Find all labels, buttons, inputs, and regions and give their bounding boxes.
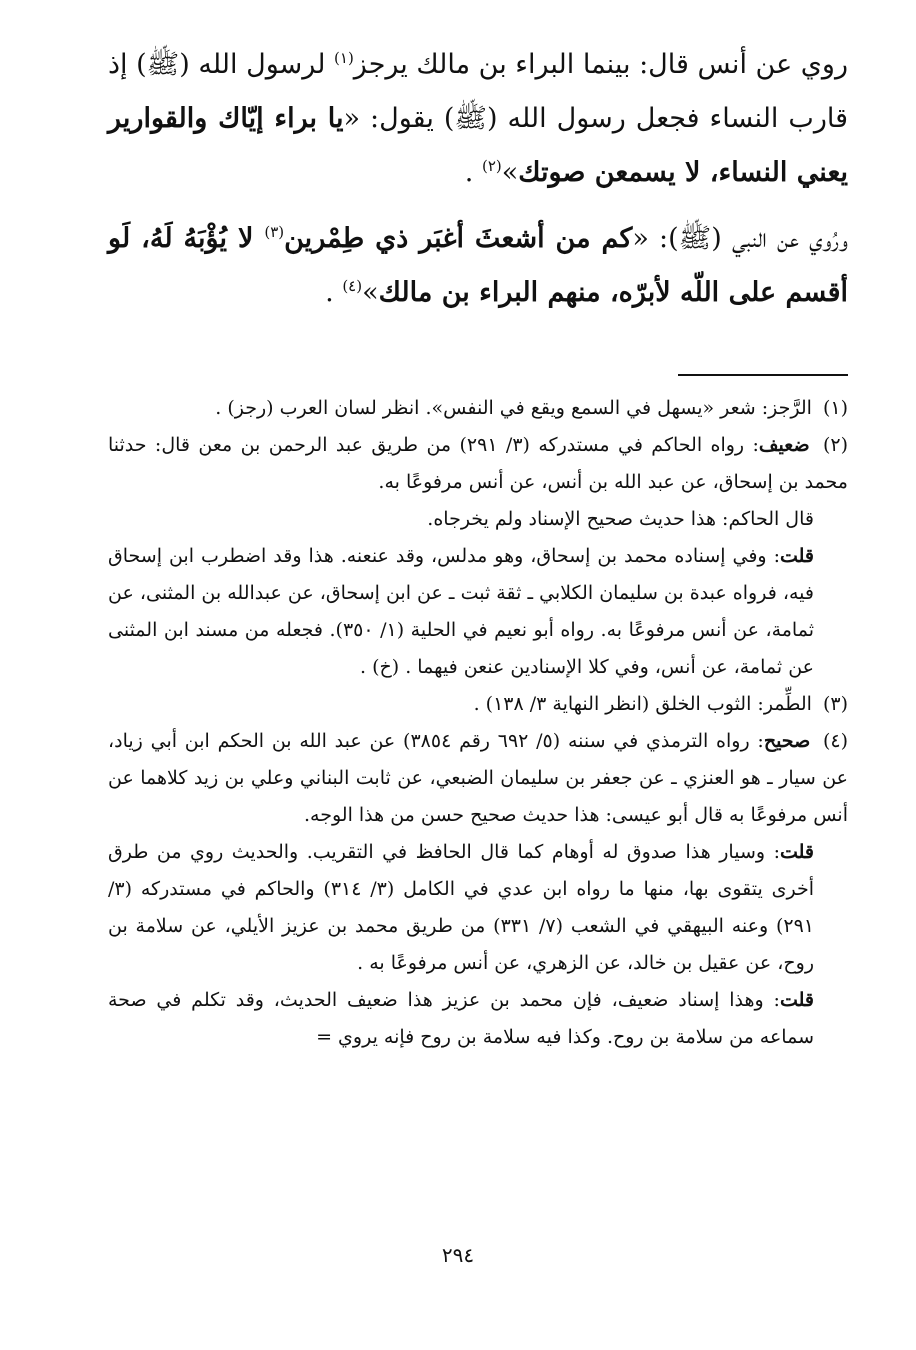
footnote-text: : رواه الترمذي في سننه (٥/ ٦٩٢ رقم ٣٨٥٤) عن عبد الله بن الحكم ابن أبي زياد، عن سيار ـ هو العنزي ـ عن جعفر بن سليمان الضبعي، عن ثابت البناني وعلي بن زيد كلاهما عن أنس مرفوعًا به قال أبو عيسى: هذا حديث صحيح حسن من هذا الوجه. <box>108 730 848 826</box>
footnote-ref: (١) <box>334 49 354 67</box>
paragraph-text: » <box>362 277 379 308</box>
grading-label: ضعيف <box>758 434 810 456</box>
main-paragraph-2 <box>108 212 848 320</box>
footnote-text: الطِّمر: الثوب الخلق (انظر النهاية ٣/ ١٣٨) . <box>473 693 812 715</box>
footnote-text: الرَّجز: شعر «يسهل في السمع ويقع في النفس». انظر لسان العرب (رجز) . <box>215 397 812 419</box>
footnote-3 <box>108 686 848 723</box>
paragraph-text: لرسول الله (ﷺ) إذ قارب النساء فجعل رسول الله (ﷺ) يقول: « <box>108 49 848 134</box>
footnote-2 <box>108 427 848 501</box>
paragraph-text: ورُوي عن النبي (ﷺ): « <box>632 223 848 254</box>
page-body <box>108 38 848 1056</box>
paragraph-text: . <box>325 277 343 308</box>
paragraph-text: » <box>501 157 519 188</box>
footnote-4 <box>108 723 848 834</box>
footnote-text: : وهذا إسناد ضعيف، فإن محمد بن عزيز هذا ضعيف الحديث، وقد تكلم في صحة سماعه من سلامة بن روح. وكذا فيه سلامة بن روح فإنه يروي = <box>108 989 814 1048</box>
footnote-divider <box>678 374 848 376</box>
footnote-2-comment <box>108 538 848 686</box>
footnote-2-hakim: قال الحاكم: هذا حديث صحيح الإسناد ولم يخرجاه. <box>427 508 814 530</box>
footnote-text: : وفي إسناده محمد بن إسحاق، وهو مدلس، وقد عنعنه. هذا وقد اضطرب ابن إسحاق فيه، فرواه عبدة بن سليمان الكلابي ـ ثقة ثبت ـ عن ابن إسحاق، عن عبدالله بن المثنى، عن ثمامة، عن أنس مرفوعًا به. رواه أبو نعيم في الحلية (١/ ٣٥٠). فجعله من مسند ابن المثنى عن ثمامة، عن أنس، وفي كلا الإسنادين عنعن فيهما . (خ) . <box>108 545 814 678</box>
footnote-text: : رواه الحاكم في مستدركه (٣/ ٢٩١) من طريق عبد الرحمن بن معن قال: حدثنا محمد بن إسحاق، عن عبد الله بن أنس، عن أنس مرفوعًا به. <box>108 434 848 493</box>
footnotes <box>108 390 848 1056</box>
grading-label: صحيح <box>763 730 811 752</box>
paragraph-text: . <box>464 157 482 188</box>
footnote-number: (٢) <box>822 434 848 456</box>
footnote-ref: (٢) <box>481 157 502 175</box>
footnote-number: (٣) <box>822 693 848 715</box>
main-paragraph-1 <box>108 38 848 200</box>
qult-label: قلت <box>779 545 814 567</box>
footnote-4-comment-1 <box>108 834 848 982</box>
footnote-number: (١) <box>822 397 848 419</box>
qult-label: قلت <box>779 841 814 863</box>
qult-label: قلت <box>779 989 814 1011</box>
hadith-quote: يا براء إيّاك والقوارير يعني النساء، لا يسمعن صوتك <box>108 103 848 188</box>
footnote-4-comment-2 <box>108 982 848 1056</box>
hadith-quote: لا يُؤْبَهُ لَهُ، لَو أقسم على اللّه لأبرّه، منهم البراء بن مالك <box>108 223 848 308</box>
page-number: ٢٩٤ <box>441 1243 475 1267</box>
paragraph-text: روي عن أنس قال: بينما البراء بن مالك يرجز <box>353 49 848 80</box>
hadith-quote: كم من أشعثَ أغبَر ذي طِمْرين <box>284 223 633 254</box>
footnote-number: (٤) <box>822 730 848 752</box>
footnote-1 <box>108 390 848 427</box>
footnote-text: : وسيار هذا صدوق له أوهام كما قال الحافظ في التقريب. والحديث روي من طرق أخرى يتقوى بها، منها ما رواه ابن عدي في الكامل (٣/ ٣١٤) والحاكم في مستدركه (٣/ ٢٩١) وعنه البيهقي في الشعب (٧/ ٣٣١) من طريق محمد بن عزيز الأيلي، عن سلامة بن روح، عن عقيل بن خالد، عن الزهري، عن أنس مرفوعًا به . <box>108 841 814 974</box>
footnote-ref: (٤) <box>342 277 363 295</box>
footnote-ref: (٣) <box>264 223 285 241</box>
